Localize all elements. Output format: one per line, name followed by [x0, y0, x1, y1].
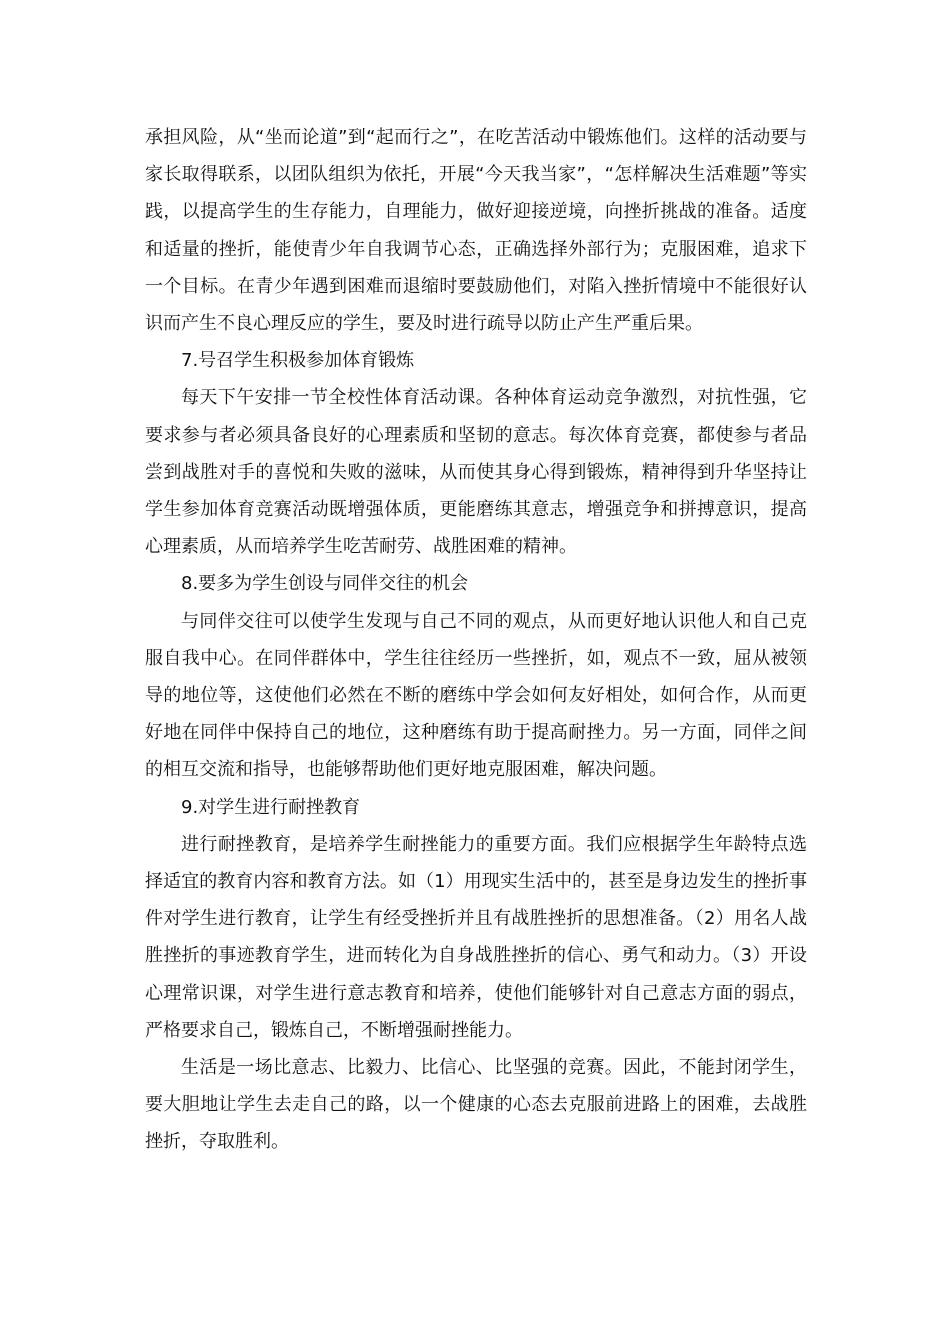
paragraph-conclusion: 生活是一场比意志、比毅力、比信心、比坚强的竞赛。因此，不能封闭学生，要大胆地让学生去走自己的路，以一个健康的心态去克服前进路上的困难，去战胜挫折，夺取胜利。	[145, 1057, 807, 1153]
paragraph-peers: 与同伴交往可以使学生发现与自己不同的观点，从而更好地认识他人和自己克服自我中心。在同伴群体中，学生往往经历一些挫折，如，观点不一致，屈从被领导的地位等，这使他们必然在不断的磨练中学会如何友好相处，如何合作，从而更好地在同伴中保持自己的地位，这种磨练有助于提高耐挫力。另一方面，同伴之间的相互交流和指导，也能够帮助他们更好地克服困难，解决问题。	[145, 610, 807, 781]
section-heading-7: 7.号召学生积极参加体育锻炼	[181, 350, 415, 372]
paragraph-continued: 承担风险，从“坐而论道”到“起而行之”，在吃苦活动中锻炼他们。这样的活动要与家长取得联系，以团队组织为依托，开展“今天我当家”，“怎样解决生活难题”等实践，以提高学生的生存能力，自理能力，做好迎接逆境，向挫折挑战的准备。适度和适量的挫折，能使青少年自我调节心态，正确选择外部行为；克服困难，追求下一个目标。在青少年遇到困难而退缩时要鼓励他们，对陷入挫折情境中不能很好认识而产生不良心理反应的学生，要及时进行疏导以防止产生严重后果。	[145, 127, 807, 335]
paragraph-sports: 每天下午安排一节全校性体育活动课。各种体育运动竞争激烈，对抗性强，它要求参与者必须具备良好的心理素质和坚韧的意志。每次体育竞赛，都使参与者品尝到战胜对手的喜悦和失败的滋味，从而使其身心得到锻炼，精神得到升华坚持让学生参加体育竞赛活动既增强体质，更能磨练其意志，增强竞争和拼搏意识，提高心理素质，从而培养学生吃苦耐劳、战胜困难的精神。	[145, 387, 807, 558]
document-body	[145, 119, 807, 1161]
section-heading-8: 8.要多为学生创设与同伴交往的机会	[181, 573, 469, 595]
section-heading-9: 9.对学生进行耐挫教育	[181, 796, 361, 818]
paragraph-frustration-education: 进行耐挫教育，是培养学生耐挫能力的重要方面。我们应根据学生年龄特点选择适宜的教育内容和教育方法。如（1）用现实生活中的，甚至是身边发生的挫折事件对学生进行教育，让学生有经受挫折并且有战胜挫折的思想准备。（2）用名人战胜挫折的事迹教育学生，进而转化为自身战胜挫折的信心、勇气和动力。（3）开设心理常识课，对学生进行意志教育和培养，使他们能够针对自己意志方面的弱点，严格要求自己，锻炼自己，不断增强耐挫能力。	[145, 833, 807, 1041]
